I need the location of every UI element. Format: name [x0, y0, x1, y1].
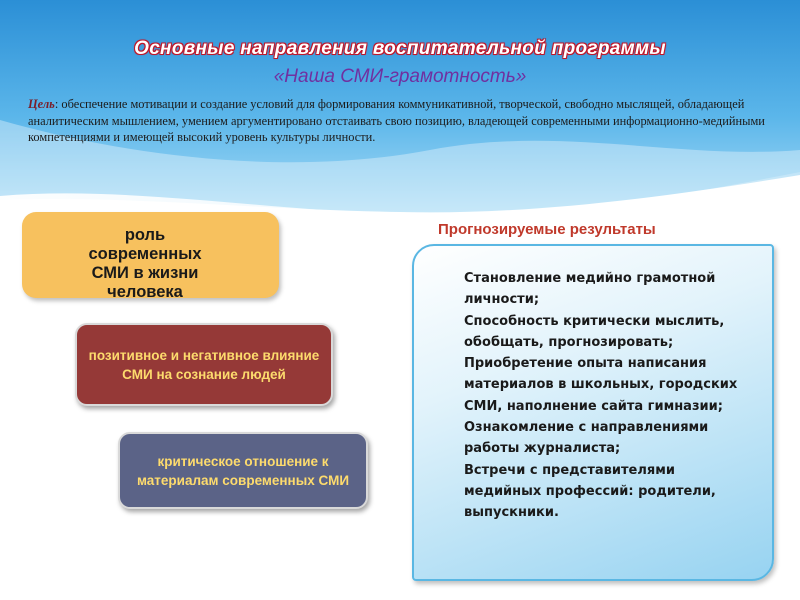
results-list-item: [438, 417, 748, 460]
title-line-1: Основные направления воспитательной программы: [134, 38, 666, 59]
results-item-text: Становление медийно грамотной личности;: [464, 271, 716, 308]
title-line-2: «Наша СМИ-грамотность»: [273, 66, 527, 87]
goal-label: Цель: [28, 97, 55, 111]
results-list: [438, 268, 748, 524]
results-item-text: Ознакомление с направлениями работы журналиста;: [464, 420, 709, 457]
role-box-text: роль современных СМИ в жизни человека: [88, 226, 202, 301]
influence-box: [75, 323, 333, 406]
results-list-item: [438, 460, 748, 524]
results-heading: Прогнозируемые результаты: [438, 221, 656, 238]
critical-box-text: критическое отношение к материалам современных СМИ: [136, 453, 350, 488]
results-item-text: Способность критически мыслить, обобщать, прогнозировать;: [464, 313, 725, 350]
results-list-item: [438, 311, 748, 354]
results-list-item: [438, 353, 748, 417]
results-list-item: [438, 268, 748, 311]
results-item-text: Приобретение опыта написания материалов в школьных, городских СМИ, наполнение сайта гимназии;: [464, 356, 738, 414]
critical-box: [118, 432, 368, 509]
goal-paragraph: [28, 96, 773, 146]
influence-box-text: позитивное и негативное влияние СМИ на сознание людей: [88, 347, 320, 382]
goal-text: : обеспечение мотивации и создание условий для формирования коммуникативной, творческой, свободно мыслящей, обладающей аналитическим мышлением, умением аргументировано отстаивать свою позицию, владеющей современными информационно-медийными компетенциями и имеющей высокий уровень культуры личности.: [28, 97, 765, 145]
results-item-text: Встречи с представителями медийных профессий: родители, выпускники.: [464, 462, 716, 521]
